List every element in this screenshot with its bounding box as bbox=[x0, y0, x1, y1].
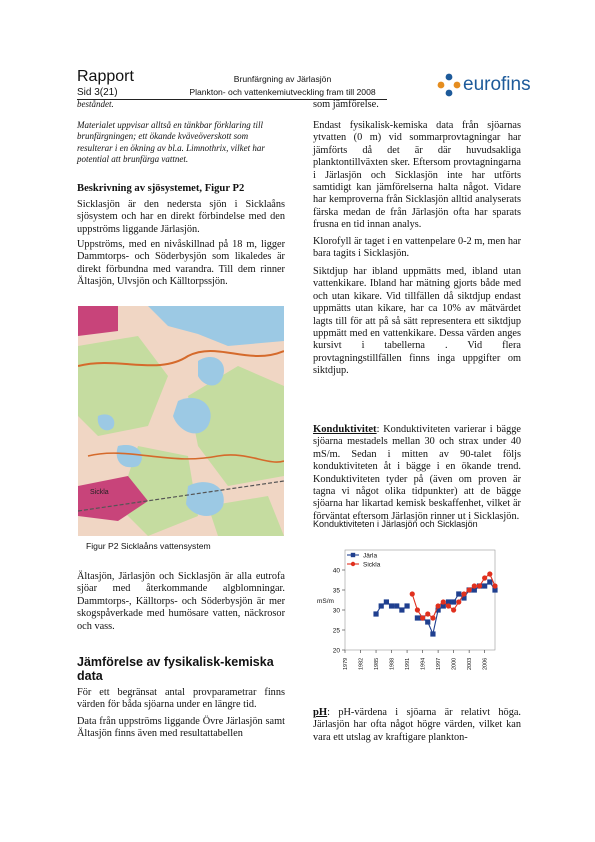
x-tick-label: 1988 bbox=[389, 657, 396, 670]
data-point bbox=[436, 603, 441, 608]
watershed-map bbox=[78, 306, 284, 536]
data-point bbox=[492, 583, 497, 588]
paragraph-secchi-depth: Siktdjup har ibland uppmätts med, ibland utan vattenkikare. Ibland har mätning gjorts både med och utan kikare. Vid tillfällen då siktdjup endast uppmätts utan kikare, har ca 10% av mätvärdet lagts till för att på så sätt representera ett siktdjup uppmätt med en vattenkikare. Dessa värden anges kursivt i tabellerna . Vid flera provtagningstillfällen finns inga uppgifter om siktdjup. bbox=[313, 266, 521, 377]
data-point bbox=[472, 583, 477, 588]
data-point bbox=[399, 607, 404, 612]
report-label: Rapport bbox=[77, 68, 134, 85]
logo-wordmark: eurofins bbox=[463, 74, 531, 95]
document-title: Brunfärgning av Järlasjön bbox=[233, 74, 332, 84]
data-point bbox=[389, 603, 394, 608]
map-caption: Figur P2 Sicklaåns vattensystem bbox=[86, 541, 211, 551]
data-point bbox=[456, 591, 461, 596]
paragraph-eutrophic: Ältasjön, Järlasjön och Sicklasjön är alla eutrofa sjöar med återkommande algblomningar. Dammtorps-, Källtorps- och Söderbysjön är mer skogspåverkade med humösare vatten, näckrosor och vass. bbox=[77, 571, 285, 632]
paragraph-chlorophyll: Klorofyll är taget i en vattenpelare 0-2 m, men har bara tagits i Sicklasjön. bbox=[313, 236, 521, 260]
legend-label: Sickla bbox=[363, 561, 381, 569]
data-point bbox=[482, 575, 487, 580]
paragraph-ph bbox=[313, 707, 521, 744]
data-point bbox=[446, 603, 451, 608]
y-tick-label: 30 bbox=[332, 607, 340, 615]
left-continued-text: beståndet. bbox=[77, 99, 114, 109]
paragraph-upstream: Uppströms, med en nivåskillnad på 18 m, ligger Dammtorps- och Söderbysjön som likaledes är direkt förbundna med varandra. Till dem rinner Ältasjön, Ulvsjön och Källtorpssjön. bbox=[77, 239, 285, 288]
x-tick-label: 1979 bbox=[343, 657, 349, 670]
heading-system-description: Beskrivning av sjösystemet, Figur P2 bbox=[77, 183, 245, 194]
paragraph-upstream-data: Data från uppströms liggande Övre Järlasjön samt Ältasjön finns även med resultattabellen bbox=[77, 716, 285, 740]
data-point bbox=[415, 607, 420, 612]
document-subtitle: Plankton- och vattenkemiutveckling fram till 2008 bbox=[189, 87, 376, 97]
legend-label: Järla bbox=[363, 552, 378, 560]
y-tick-label: 35 bbox=[332, 587, 340, 595]
conductivity-body: : Konduktiviteten varierar i bägge sjöarna mestadels mellan 30 och strax under 40 mS/m. Sedan i mitten av 90-talet följs konduktiviteten åt i bägge i en ökande trend. Konduktiviteten tyder på (även om proven är tagna vi något olika tidpunkter) att de bägge sjöarna har likartad kemisk beskaffenhet, vilket är förväntat eftersom Järlasjön rinner ut i Sicklasjön. bbox=[313, 424, 521, 522]
x-tick-label: 2000 bbox=[451, 657, 458, 670]
y-tick-label: 25 bbox=[332, 627, 340, 635]
data-point bbox=[451, 599, 456, 604]
data-point bbox=[410, 591, 415, 596]
y-tick-label: 40 bbox=[332, 567, 340, 575]
data-point bbox=[441, 599, 446, 604]
data-point bbox=[425, 619, 430, 624]
data-point bbox=[420, 615, 425, 620]
ph-lead: pH bbox=[313, 707, 328, 718]
eurofins-logo bbox=[436, 72, 546, 98]
paragraph-sicklasjon: Sicklasjön är den nedersta sjön i Sicklaåns sjösystem och har en direkt förbindelse med den uppströms liggande Järlasjön. bbox=[77, 199, 285, 235]
y-tick-label: 20 bbox=[332, 647, 340, 655]
data-point bbox=[425, 611, 430, 616]
data-point bbox=[394, 603, 399, 608]
paragraph-conductivity bbox=[313, 424, 521, 523]
data-point bbox=[477, 583, 482, 588]
conductivity-lead: Konduktivitet bbox=[313, 424, 377, 435]
x-tick-label: 1982 bbox=[358, 657, 365, 670]
left-italic-paragraph: Materialet uppvisar alltså en tänkbar förklaring till brunfärgningen; ett ökande kväveöverskott som resulterar i en ökning av bl.a. Limnothrix, vilket har potential att brunfärga vattnet. bbox=[77, 120, 265, 165]
x-tick-label: 1985 bbox=[374, 657, 381, 670]
page-number: Sid 3(21) bbox=[77, 87, 118, 98]
data-point bbox=[430, 631, 435, 636]
chart-heading: Konduktiviteten i Järlasjön och Sicklasjön bbox=[313, 519, 478, 529]
data-point bbox=[384, 599, 389, 604]
conductivity-chart bbox=[313, 540, 523, 690]
x-tick-label: 1994 bbox=[420, 657, 427, 670]
legend-marker bbox=[351, 553, 355, 557]
chart-svg bbox=[313, 540, 523, 690]
paragraph-parameters: För ett begränsat antal provparametrar finns värden för båda sjöarna under en längre tid. bbox=[77, 687, 285, 711]
x-tick-label: 2003 bbox=[467, 657, 474, 670]
right-continued-text: som jämförelse. bbox=[313, 99, 379, 110]
legend-marker bbox=[351, 562, 355, 566]
map-label-sickla: Sickla bbox=[90, 489, 109, 496]
logo-dots-icon bbox=[436, 72, 462, 98]
paragraph-surface-water: Endast fysikalisk-kemiska data från sjöarnas ytvatten (0 m) vid sommarprovtagningar har jämförts då det är där huvudsakliga planktontillväxten sker. Eftersom provtagningarna i Järlasjön och Sicklasjön inte har utförts samtidigt kan jämförelserna halta något. Vidare har kemproverna från Sicklasjön alltid analyserats färska medan de från Järlasjön ofta har sparats frusna en tid innan analys. bbox=[313, 120, 521, 231]
data-point bbox=[482, 583, 487, 588]
data-point bbox=[379, 603, 384, 608]
data-point bbox=[373, 611, 378, 616]
data-point bbox=[487, 579, 492, 584]
heading-comparison: Jämförelse av fysikalisk-kemiska data bbox=[77, 655, 274, 683]
data-point bbox=[456, 599, 461, 604]
ph-body: : pH-värdena i sjöarna är relativt höga. Järlasjön har ofta något högre värden, vilket kan vara ett utslag av kraftigare plankton- bbox=[313, 707, 521, 743]
data-point bbox=[451, 607, 456, 612]
data-point bbox=[487, 571, 492, 576]
x-tick-label: 1997 bbox=[436, 657, 443, 670]
data-point bbox=[467, 587, 472, 592]
data-point bbox=[404, 603, 409, 608]
data-point bbox=[461, 591, 466, 596]
y-axis-label: mS/m bbox=[317, 598, 334, 605]
data-point bbox=[415, 615, 420, 620]
x-tick-label: 2006 bbox=[482, 657, 489, 670]
data-point bbox=[430, 615, 435, 620]
x-tick-label: 1991 bbox=[405, 657, 412, 670]
